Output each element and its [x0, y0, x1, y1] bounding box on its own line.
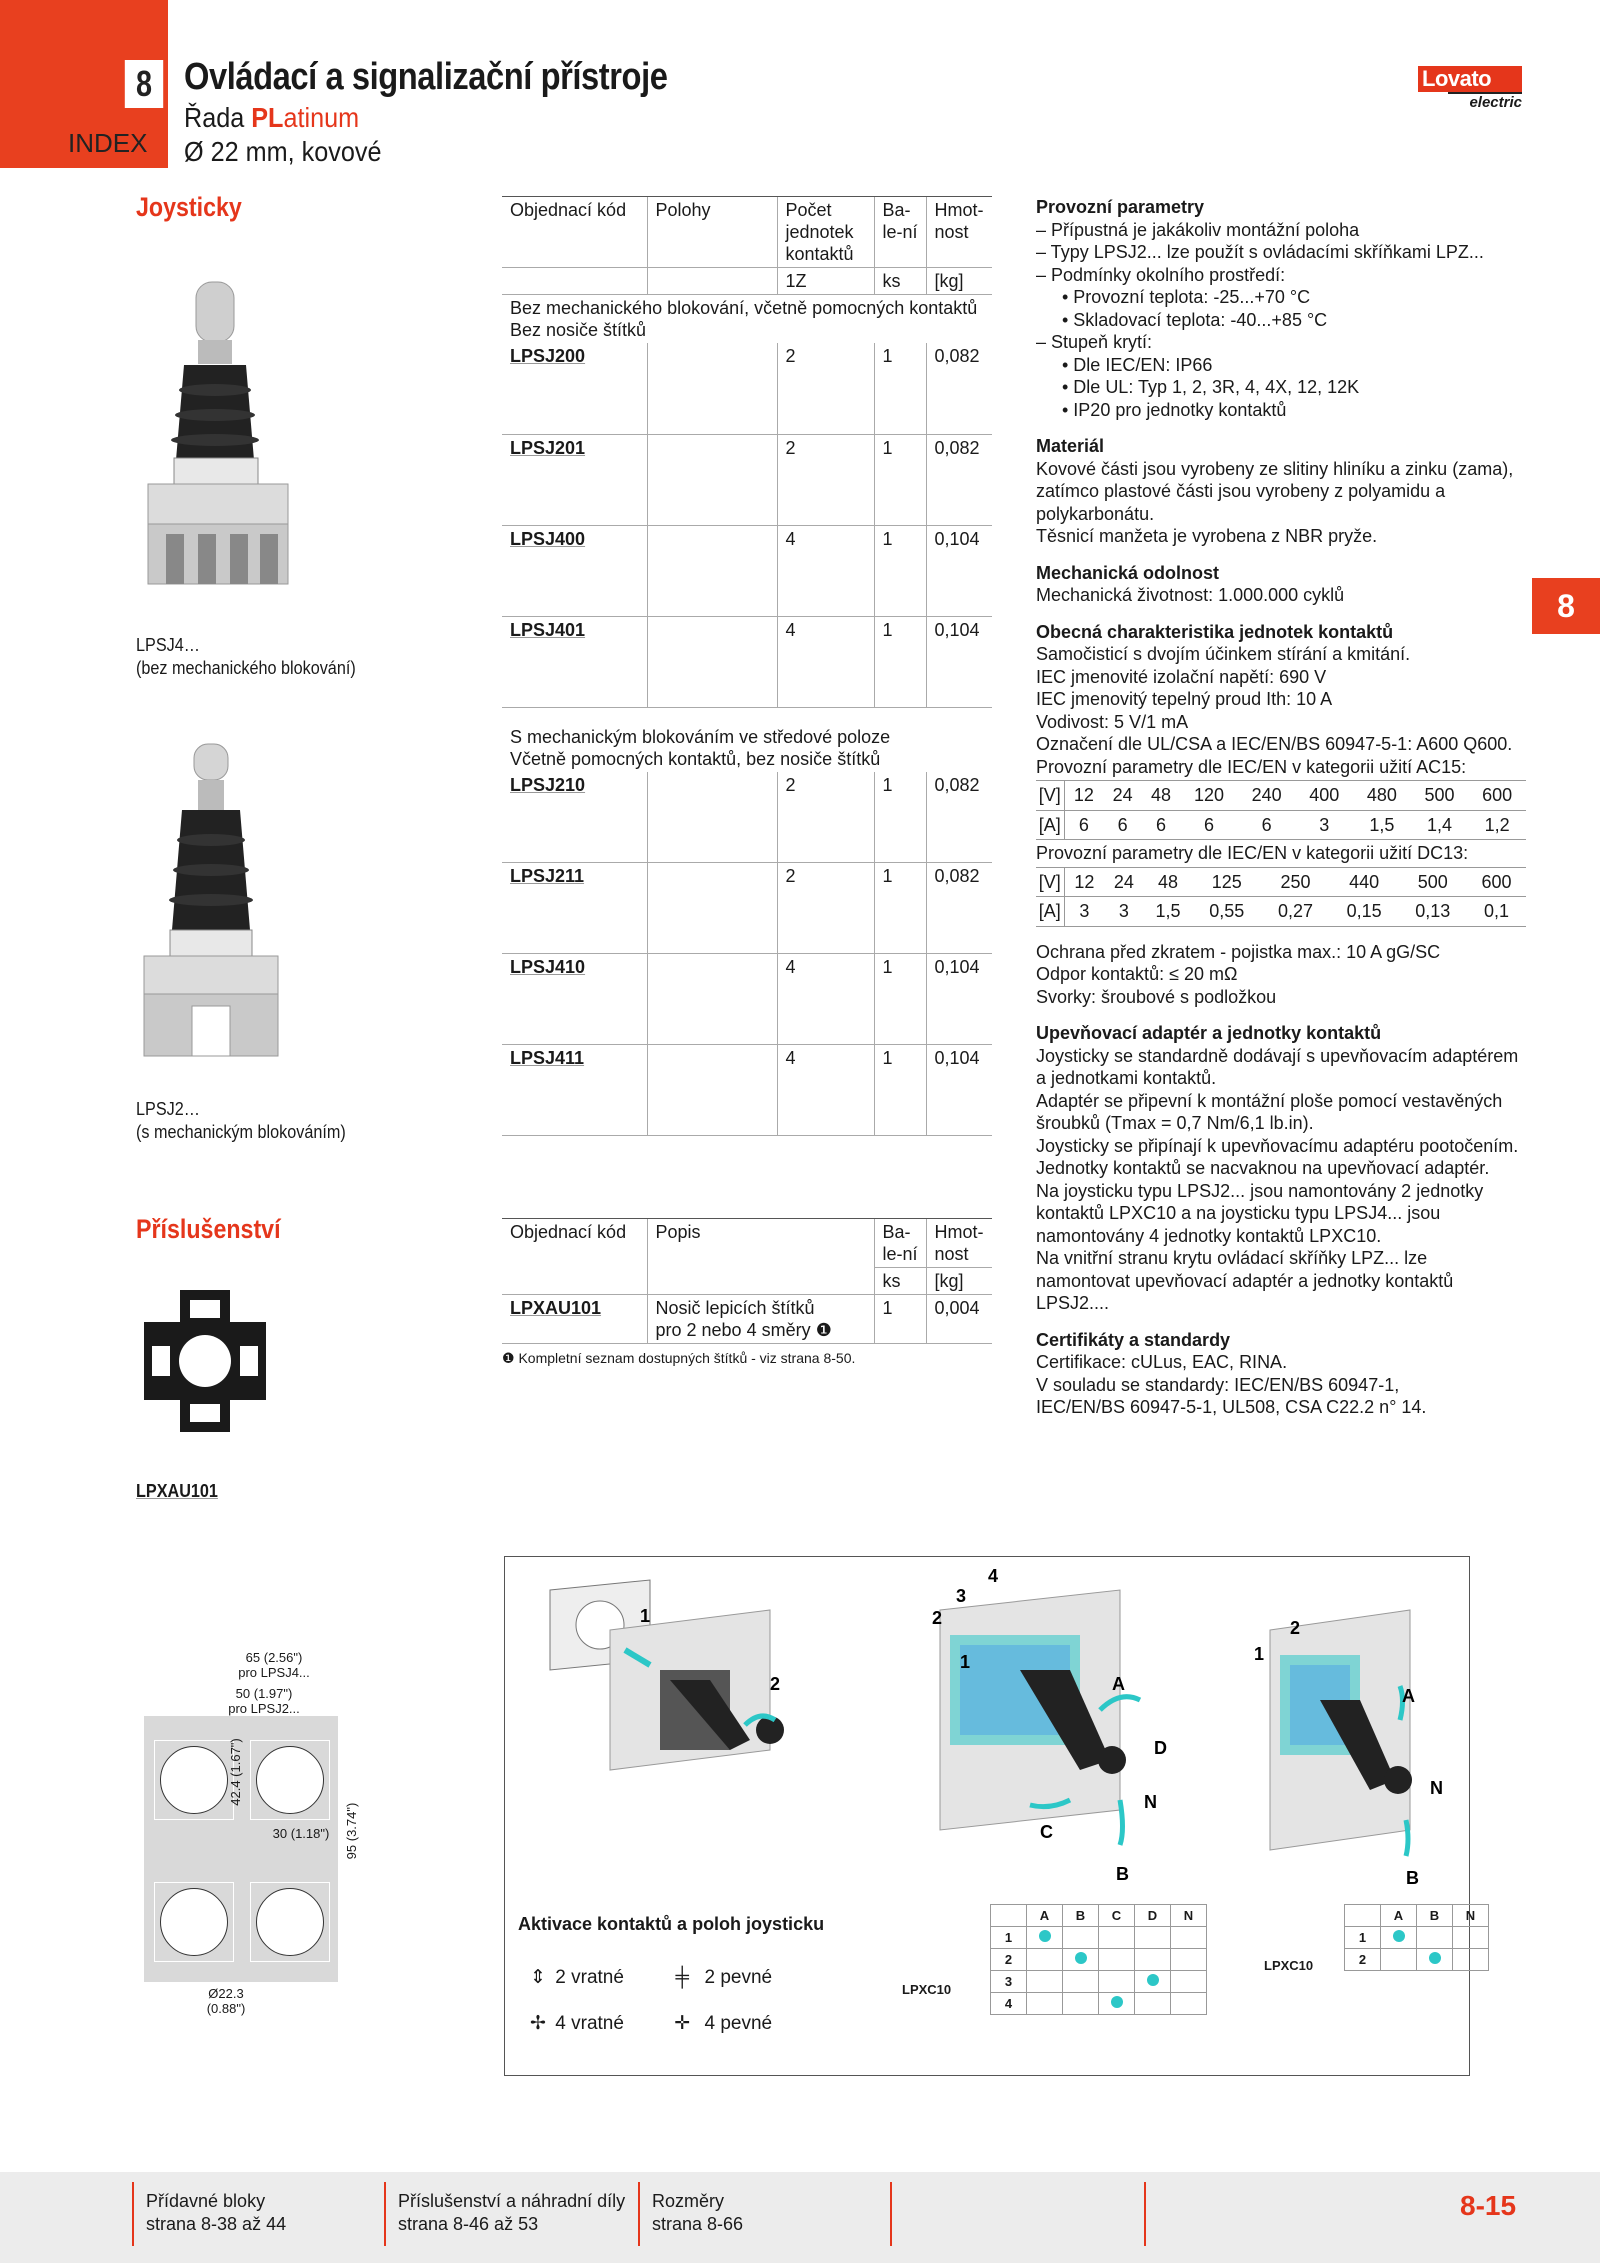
activation-l4: 4 pevné [704, 2013, 773, 2034]
op-lines [1036, 219, 1526, 422]
weight-cell: 0,082 [926, 343, 992, 434]
pos-row-header: 1 [1345, 1927, 1381, 1949]
rating-cell: 120 [1180, 781, 1238, 811]
pos-row-header: 2 [1345, 1949, 1381, 1971]
pos-col-header: A [1381, 1905, 1417, 1927]
index-link[interactable]: INDEX [68, 128, 148, 158]
dim-42: 42.4 (1.67") [228, 1738, 243, 1806]
lovato-logo [1418, 66, 1522, 114]
activation-title: Aktivace kontaktů a poloh joysticku [518, 1914, 825, 1934]
pack-cell: 1 [874, 772, 926, 863]
dim-30: 30 (1.18") [266, 1826, 336, 1841]
weight-cell: 0,104 [926, 616, 992, 707]
asm2-pos-n: N [1430, 1778, 1443, 1798]
rating-cell: 1,5 [1353, 810, 1411, 840]
rating-cell: 6 [1180, 810, 1238, 840]
count-cell: 2 [777, 434, 874, 525]
table-row [502, 954, 992, 1045]
dim-22-value: Ø22.3 [208, 1986, 244, 2001]
rating-cell: 500 [1398, 867, 1467, 897]
dim-22-inch: (0.88") [206, 2001, 246, 2016]
count-cell: 4 [777, 954, 874, 1045]
product-code[interactable]: LPSJ400 [510, 528, 586, 549]
pos-cell [1063, 1993, 1099, 2015]
asm4-num3: 3 [956, 1586, 967, 1606]
pos-cell [1453, 1927, 1489, 1949]
acc-row-desc2: pro 2 nebo 4 směry ❶ [655, 1320, 832, 1340]
pos-cell [1171, 1927, 1207, 1949]
activation-l3: 4 vratné [555, 2013, 624, 2034]
footer-l3a: Rozměry [652, 2191, 725, 2211]
spec-line: IEC jmenovitý tepelný proud Ith: 10 A [1036, 689, 1333, 709]
spec-line: Provozní parametry dle IEC/EN v kategorii užití AC15: [1036, 756, 1467, 777]
asm4-pos-d: D [1154, 1738, 1167, 1758]
spec-line: • Skladovací teplota: -40...+85 °C [1062, 309, 1328, 330]
unit-weight: [kg] [926, 268, 992, 295]
spec-line: – Podmínky okolního prostředí: [1036, 264, 1286, 285]
pos-cell [1135, 1927, 1171, 1949]
joystick-lpsj2-photo [136, 740, 306, 1090]
pack-cell: 1 [874, 863, 926, 954]
spec-line: Označení dle UL/CSA a IEC/EN/BS 60947-5-1: A600 Q600. [1036, 734, 1513, 754]
pos-cell [1099, 1993, 1135, 2015]
count-cell: 2 [777, 343, 874, 434]
rating-cell: 6 [1238, 810, 1296, 840]
footer-sep2 [384, 2182, 386, 2246]
joystick-table [502, 196, 992, 1136]
asm2-pos-b: B [1406, 1868, 1419, 1888]
pos-cell [1135, 1971, 1171, 1993]
joystick-lpsj4-photo [136, 270, 306, 620]
col-header-weight: Hmot-nost [926, 197, 992, 268]
pos-col-header: B [1063, 1905, 1099, 1927]
weight-cell: 0,104 [926, 1045, 992, 1136]
acc-unit-pack: ks [874, 1268, 926, 1295]
spec-line: IEC/EN/BS 60947-5-1, UL508, CSA C22.2 n° 14. [1036, 1397, 1427, 1417]
assembly-lpsj4-drawing [900, 1560, 1190, 1900]
product-code[interactable]: LPSJ211 [510, 866, 585, 886]
contact-closed-dot [1147, 1974, 1159, 1986]
pos-cell [1381, 1927, 1417, 1949]
footer-sep5 [1144, 2182, 1146, 2246]
count-cell: 2 [777, 863, 874, 954]
spec-line: Ochrana před zkratem - pojistka max.: 10 A gG/SC [1036, 941, 1441, 962]
spec-line: Na joysticku typu LPSJ2... jsou namontovány 2 jednotky kontaktů LPXC10 a na joysticku typu LPSJ4... jsou namontovány 4 jednotky kontaktů LPXC10. [1036, 1180, 1484, 1246]
spec-line: Samočisticí s dvojím účinkem stírání a kmitání. [1036, 644, 1411, 664]
caption-lpsj2-code: LPSJ2… [136, 1099, 200, 1119]
product-code[interactable]: LPSJ411 [510, 1048, 585, 1068]
pack-cell: 1 [874, 954, 926, 1045]
product-code[interactable]: LPSJ201 [510, 437, 586, 458]
product-code[interactable]: LPSJ200 [510, 346, 586, 366]
table-row [502, 863, 992, 954]
dim-95: 95 (3.74") [344, 1802, 359, 1860]
col-header-count: Počet jednotek kontaktů [777, 197, 874, 268]
activation-l1: 2 vratné [555, 1967, 624, 1988]
pos-col-header: D [1135, 1905, 1171, 1927]
footer-l2a: Příslušenství a náhradní díly [398, 2191, 626, 2211]
caption-lpsj2-desc: (s mechanickým blokováním) [136, 1122, 346, 1142]
footer-sep4 [890, 2182, 892, 2246]
pos-cell [1171, 1993, 1207, 2015]
pos-col-header: A [1027, 1905, 1063, 1927]
rating-cell: 1,4 [1411, 810, 1469, 840]
adapt-title: Upevňovací adaptér a jednotky kontaktů [1036, 1023, 1382, 1043]
pos-table2-label: LPXC10 [1264, 1958, 1314, 1973]
side-section-tab[interactable]: 8 [1532, 578, 1600, 634]
pos-cell [1099, 1927, 1135, 1949]
pos-col-header: C [1099, 1905, 1135, 1927]
caption-lpsj4-code: LPSJ4… [136, 635, 200, 655]
table-row [502, 1045, 992, 1136]
activation-row2 [526, 2012, 772, 2035]
adapt-lines [1036, 1045, 1526, 1315]
footer-sep3 [638, 2182, 640, 2246]
pos-table1-label: LPXC10 [902, 1982, 952, 1997]
cert-lines [1036, 1351, 1526, 1419]
series-prefix: Řada [184, 102, 245, 133]
accessory-table [502, 1218, 992, 1367]
asm4-num1: 1 [960, 1652, 971, 1672]
asm4-pos-c: C [1040, 1822, 1053, 1842]
rating-cell: 480 [1353, 781, 1411, 811]
position-table-lpsj4 [990, 1904, 1207, 2015]
contact-closed-dot [1111, 1996, 1123, 2008]
spec-line: Svorky: šroubové s podložkou [1036, 986, 1277, 1007]
activation-row1 [526, 1966, 772, 1989]
table-row [502, 434, 992, 525]
pos-cell [1099, 1949, 1135, 1971]
pos-cell [1171, 1949, 1207, 1971]
asm4-pos-b: B [1116, 1864, 1129, 1884]
spec-line: Jednotky kontaktů se nacvaknou na upevňovací adaptér. [1036, 1158, 1490, 1178]
count-cell: 4 [777, 1045, 874, 1136]
dim-50-value: 50 (1.97") [235, 1686, 293, 1701]
dim-65-note: pro LPSJ4... [238, 1665, 310, 1680]
protection-lines [1036, 941, 1526, 1009]
two-fixed-icon: ╪ [675, 1967, 689, 1988]
mat-text2: Těsnicí manžeta je vyrobena z NBR pryže. [1036, 526, 1378, 546]
rating-cell: 3 [1104, 897, 1143, 927]
series-line [184, 102, 359, 134]
spec-line: Na vnitřní stranu krytu ovládací skříňky LPZ... lze namontovat upevňovací adaptér a jednotky kontaktů LPSJ2.... [1036, 1248, 1454, 1313]
footer-sep1 [132, 2182, 134, 2246]
table-row [502, 772, 992, 863]
mech-title: Mechanická odolnost [1036, 562, 1220, 583]
asm4-pos-n: N [1144, 1792, 1157, 1812]
rating-cell: 12 [1064, 867, 1104, 897]
rating-cell: 240 [1238, 781, 1296, 811]
rating-cell: 6 [1103, 810, 1141, 840]
weight-cell: 0,104 [926, 954, 992, 1045]
pos-col-header: N [1171, 1905, 1207, 1927]
pack-cell: 1 [874, 1045, 926, 1136]
assembly-step1-drawing [520, 1570, 840, 1790]
four-return-icon: ✢ [530, 2013, 546, 2034]
logo-sub: electric [1448, 92, 1522, 111]
unit-count: 1Z [777, 268, 874, 295]
spec-line: – Typy LPSJ2... lze použít s ovládacími skříňkami LPZ... [1036, 242, 1484, 262]
acc-col-pack: Ba-le-ní [874, 1219, 926, 1268]
ac15-table [1036, 780, 1526, 840]
spec-line: Vodivost: 5 V/1 mA [1036, 711, 1189, 732]
contact-closed-dot [1429, 1952, 1441, 1964]
group1-note2: Bez nosiče štítků [510, 320, 647, 340]
pack-cell: 1 [874, 434, 926, 525]
count-cell: 4 [777, 525, 874, 616]
footer-l1b: strana 8-38 až 44 [146, 2214, 287, 2234]
activation-l2: 2 pevné [704, 1967, 773, 1988]
group2-note2: Včetně pomocných kontaktů, bez nosiče štítků [510, 748, 881, 769]
acc-col-code: Objednací kód [502, 1219, 647, 1268]
cert-title: Certifikáty a standardy [1036, 1329, 1231, 1350]
rating-cell: 600 [1468, 781, 1526, 811]
rating-cell: 48 [1142, 781, 1180, 811]
rating-cell: 0,27 [1261, 897, 1330, 927]
pos-cell [1171, 1971, 1207, 1993]
pos-cell [1381, 1949, 1417, 1971]
spec-line: Odpor kontaktů: ≤ 20 mΩ [1036, 964, 1238, 984]
rating-cell: [V] [1036, 781, 1064, 811]
asm4-num4: 4 [988, 1566, 999, 1586]
pos-cell [1027, 1971, 1063, 1993]
rating-cell: [V] [1036, 867, 1064, 897]
acc-unit-weight: [kg] [926, 1268, 992, 1295]
pack-cell: 1 [874, 525, 926, 616]
pos-cell [1417, 1949, 1453, 1971]
table-row [502, 616, 992, 707]
caption-lpsj4 [136, 634, 356, 680]
rating-cell: 1,2 [1468, 810, 1526, 840]
positions-cell [647, 525, 777, 616]
rating-cell: 3 [1064, 897, 1104, 927]
count-cell: 2 [777, 772, 874, 863]
dim-50 [204, 1686, 324, 1716]
pos-cell [1027, 1993, 1063, 2015]
dc13-table [1036, 867, 1526, 927]
asm4-num2: 2 [932, 1608, 943, 1628]
page-subtitle: Ø 22 mm, kovové [184, 136, 382, 167]
positions-cell [647, 434, 777, 525]
contact-closed-dot [1075, 1952, 1087, 1964]
footer-l1a: Přídavné bloky [146, 2191, 266, 2211]
footer-link-dimensions[interactable] [652, 2190, 743, 2236]
page-number: 8-15 [1460, 2190, 1517, 2221]
rating-cell: 24 [1103, 781, 1141, 811]
rating-cell: 500 [1411, 781, 1469, 811]
positions-cell [647, 343, 777, 434]
table-row [502, 343, 992, 434]
dim-65-value: 65 (2.56") [245, 1650, 303, 1665]
spec-line: V souladu se standardy: IEC/EN/BS 60947-1, [1036, 1374, 1400, 1395]
col-header-positions: Polohy [647, 197, 777, 268]
section-number: 8 [125, 60, 163, 108]
table-row [502, 525, 992, 616]
weight-cell: 0,104 [926, 525, 992, 616]
rating-cell: 440 [1330, 867, 1399, 897]
spec-line: • Dle UL: Typ 1, 2, 3R, 4, 4X, 12, 12K [1062, 377, 1360, 397]
op-title: Provozní parametry [1036, 197, 1205, 217]
rating-cell: 3 [1295, 810, 1353, 840]
positions-cell [647, 616, 777, 707]
logo-text: Lovato [1418, 66, 1522, 92]
positions-cell [647, 1045, 777, 1136]
rating-cell: 0,13 [1398, 897, 1467, 927]
series-brand-rest: atinum [283, 102, 360, 133]
asm4-pos-a: A [1112, 1674, 1125, 1694]
mat-title: Materiál [1036, 436, 1105, 456]
pos-col-header: N [1453, 1905, 1489, 1927]
spec-line: – Přípustná je jakákoliv montážní poloha [1036, 219, 1360, 240]
mat-text: Kovové části jsou vyrobeny ze slitiny hliníku a zinku (zama), zatímco plastové části jsou vyrobeny z polyamidu a polykarbonátu. [1036, 458, 1514, 524]
acc-row-code[interactable]: LPXAU101 [510, 1298, 602, 1318]
gen-title: Obecná charakteristika jednotek kontaktů [1036, 621, 1394, 642]
rating-cell: 0,15 [1330, 897, 1399, 927]
group1-note: Bez mechanického blokování, včetně pomocných kontaktů [510, 298, 978, 318]
rating-cell: 250 [1261, 867, 1330, 897]
pos-cell [1063, 1949, 1099, 1971]
asm2-pos-a: A [1402, 1686, 1415, 1706]
dim-22 [196, 1986, 256, 2016]
rating-cell: 1,5 [1143, 897, 1192, 927]
pos-row-header: 1 [991, 1927, 1027, 1949]
pos-cell [1417, 1927, 1453, 1949]
four-fixed-icon: ✛ [674, 2013, 691, 2034]
spec-line: Joysticky se připínají k upevňovacímu adaptéru pootočením. [1036, 1135, 1519, 1156]
rating-cell: 125 [1192, 867, 1261, 897]
pos-cell [1063, 1971, 1099, 1993]
pack-cell: 1 [874, 616, 926, 707]
rating-cell: 12 [1064, 781, 1103, 811]
rating-cell: 0,1 [1467, 897, 1526, 927]
rating-cell: 0,55 [1192, 897, 1261, 927]
two-return-icon: ⇕ [530, 1967, 546, 1988]
rating-cell: 24 [1104, 867, 1143, 897]
spec-line: • IP20 pro jednotky kontaktů [1062, 399, 1287, 420]
unit-pack: ks [874, 268, 926, 295]
pos-cell [1135, 1993, 1171, 2015]
weight-cell: 0,082 [926, 434, 992, 525]
col-header-pack: Ba-le-ní [874, 197, 926, 268]
group2-note: S mechanickým blokováním ve středové poloze [510, 726, 891, 747]
col-header-code: Objednací kód [502, 197, 647, 268]
weight-cell: 0,082 [926, 863, 992, 954]
pos-cell [1063, 1927, 1099, 1949]
position-table-lpsj2 [1344, 1904, 1489, 1971]
pos-cell [1135, 1949, 1171, 1971]
acc-row-pack: 1 [874, 1295, 926, 1344]
acc-col-weight: Hmot-nost [926, 1219, 992, 1268]
contact-closed-dot [1393, 1930, 1405, 1942]
pack-cell: 1 [874, 343, 926, 434]
caption-lpxau101: LPXAU101 [136, 1481, 218, 1501]
specifications-column [1036, 196, 1526, 1419]
positions-cell [647, 954, 777, 1045]
asm2-num2: 2 [1290, 1618, 1301, 1638]
caption-lpsj4-desc: (bez mechanického blokování) [136, 658, 356, 678]
accessories-heading: Příslušenství [136, 1214, 281, 1244]
joysticks-heading: Joysticky [136, 192, 242, 222]
dim-65 [214, 1650, 334, 1680]
pos-col-header: B [1417, 1905, 1453, 1927]
acc-row-desc1: Nosič lepicích štítků [655, 1298, 815, 1318]
rating-cell: 48 [1143, 867, 1192, 897]
mech-text: Mechanická životnost: 1.000.000 cyklů [1036, 585, 1345, 605]
asm2-num1: 1 [1254, 1644, 1265, 1664]
count-cell: 4 [777, 616, 874, 707]
pos-cell [1027, 1927, 1063, 1949]
page-title: Ovládací a signalizační přístroje [184, 56, 668, 98]
pos-cell [1027, 1949, 1063, 1971]
rating-cell: [A] [1036, 810, 1064, 840]
positions-cell [647, 863, 777, 954]
spec-line: IEC jmenovité izolační napětí: 690 V [1036, 666, 1327, 687]
positions-cell [647, 772, 777, 863]
product-code[interactable]: LPSJ210 [510, 774, 586, 795]
rating-cell: 6 [1142, 810, 1180, 840]
spec-line: • Dle IEC/EN: IP66 [1062, 354, 1213, 375]
acc-row-weight: 0,004 [926, 1295, 992, 1344]
series-brand-pl: PL [251, 102, 284, 133]
footer-l2b: strana 8-46 až 53 [398, 2214, 539, 2234]
spec-line: • Provozní teplota: -25...+70 °C [1062, 287, 1311, 307]
spec-line: Certifikace: cULus, EAC, RINA. [1036, 1352, 1288, 1372]
rating-cell: [A] [1036, 897, 1064, 927]
rating-cell: 600 [1467, 867, 1526, 897]
pos-row-header: 2 [991, 1949, 1027, 1971]
pos-row-header: 3 [991, 1971, 1027, 1993]
spec-line: – Stupeň krytí: [1036, 332, 1153, 352]
rating-cell: 6 [1064, 810, 1103, 840]
pos-row-header: 4 [991, 1993, 1027, 2015]
footer-link-accessories[interactable] [398, 2190, 625, 2236]
dc13-title: Provozní parametry dle IEC/EN v kategorii užití DC13: [1036, 843, 1469, 863]
asm-num2: 2 [770, 1674, 781, 1694]
acc-footnote: ❶ Kompletní seznam dostupných štítků - viz strana 8-50. [502, 1350, 856, 1366]
contact-closed-dot [1039, 1930, 1051, 1942]
label-holder-photo [140, 1286, 270, 1436]
caption-lpsj2 [136, 1098, 346, 1144]
weight-cell: 0,082 [926, 772, 992, 863]
footer-l3b: strana 8-66 [652, 2214, 744, 2234]
footer-link-additional-blocks[interactable] [146, 2190, 286, 2236]
spec-line: Adaptér se připevní k montážní ploše pomocí vestavěných šroubků (Tmax = 0,7 Nm/6,1 lb.in). [1036, 1090, 1503, 1133]
pos-cell [1099, 1971, 1135, 1993]
rating-cell: 400 [1295, 781, 1353, 811]
product-code[interactable]: LPSJ401 [510, 619, 586, 640]
assembly-lpsj2-drawing [1230, 1600, 1460, 1900]
spec-line: Joysticky se standardně dodávají s upevňovacím adaptérem a jednotkami kontaktů. [1036, 1045, 1519, 1088]
gen-lines [1036, 643, 1526, 778]
product-code[interactable]: LPSJ410 [510, 957, 586, 977]
acc-col-desc: Popis [647, 1219, 874, 1268]
dim-50-note: pro LPSJ2... [228, 1701, 300, 1716]
asm-num1: 1 [640, 1606, 651, 1626]
pos-cell [1453, 1949, 1489, 1971]
